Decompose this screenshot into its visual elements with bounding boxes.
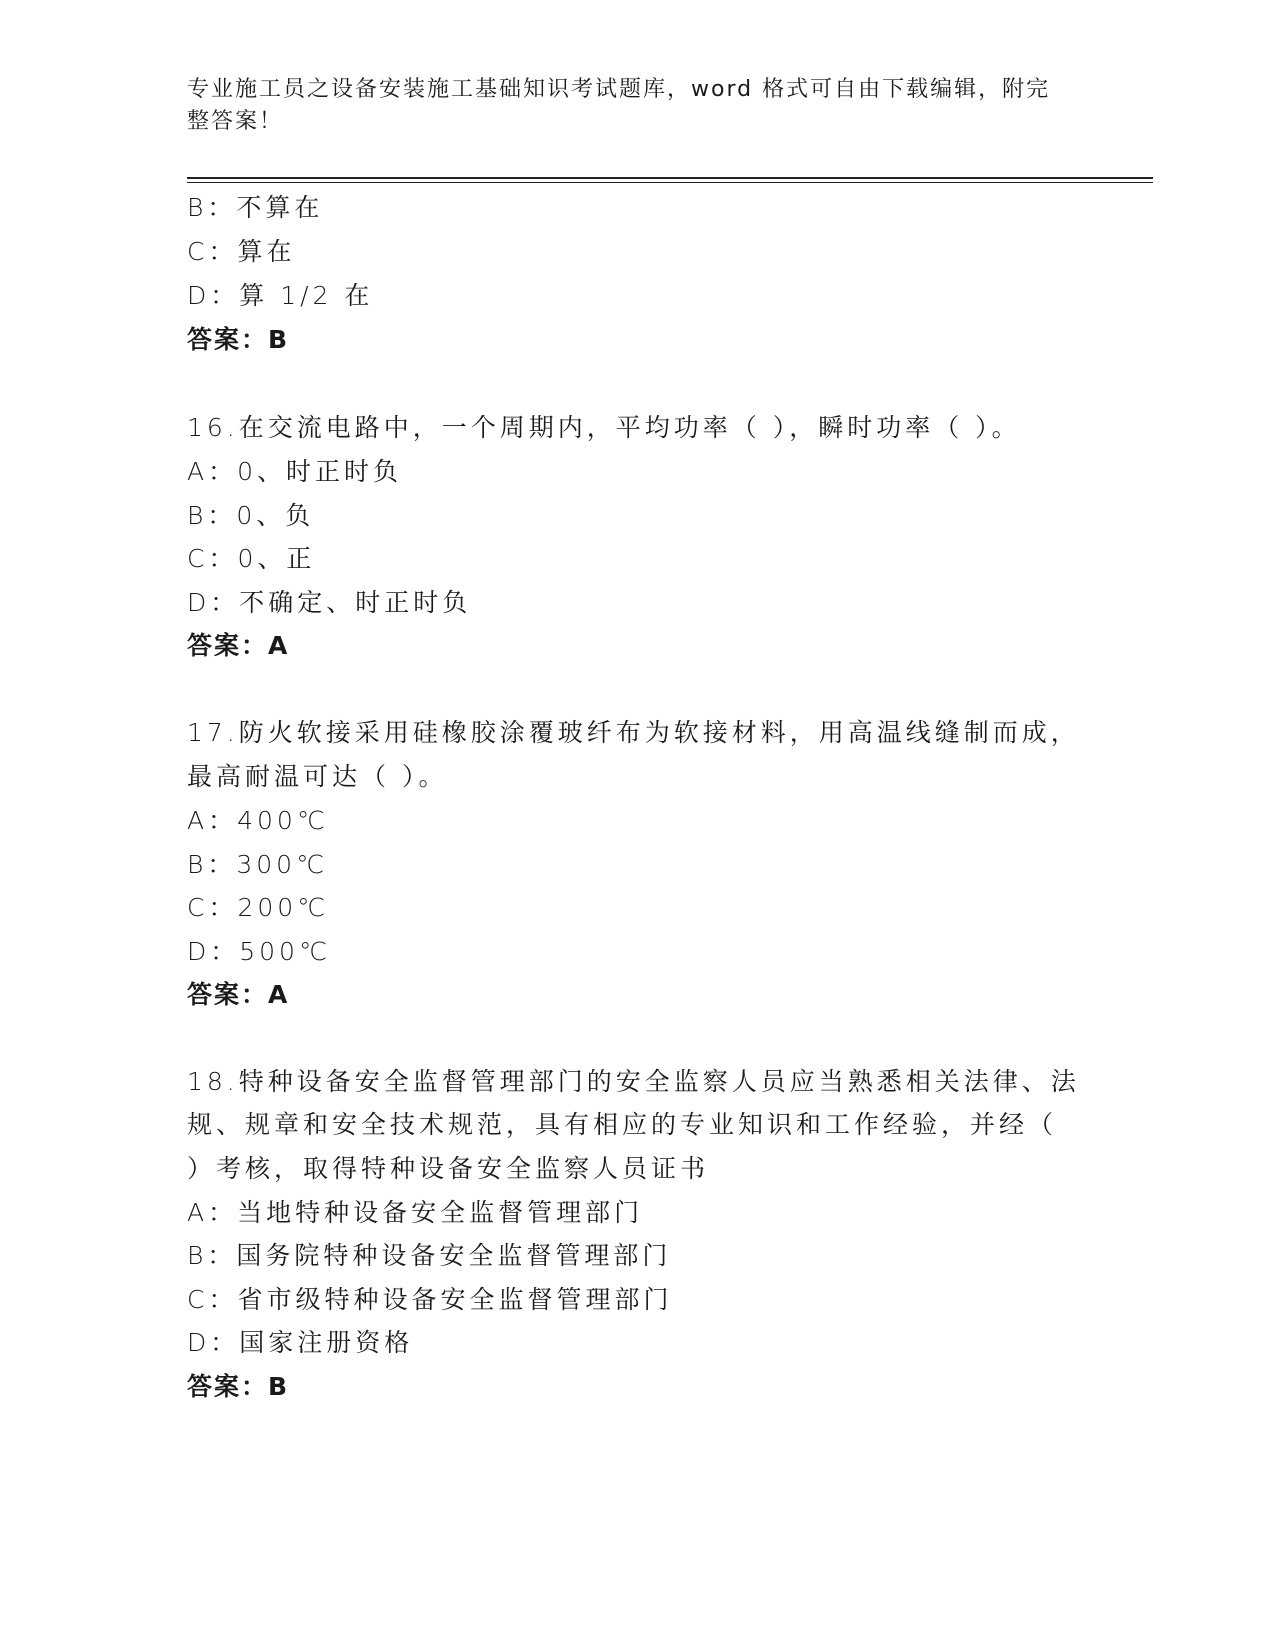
q18-option-d: D：国家注册资格 [187, 1328, 414, 1357]
q15-answer: 答案：B [187, 325, 290, 354]
q16-option-c: C：0、正 [187, 544, 316, 573]
page-header [187, 74, 1067, 138]
q16-option-a: A：0、时正时负 [187, 457, 403, 486]
q15-option-d: D：算 1/2 在 [187, 281, 374, 310]
q18-stem-line-2: 规、规章和安全技术规范，具有相应的专业知识和工作经验，并经（ [187, 1110, 1058, 1139]
q17-option-c: C：200℃ [187, 893, 330, 922]
q18-stem-line-3: ）考核，取得特种设备安全监察人员证书 [187, 1154, 710, 1183]
q18-option-a: A：当地特种设备安全监督管理部门 [187, 1198, 644, 1227]
q17-option-d: D：500℃ [187, 937, 332, 966]
header-line-2: 整答案！ [187, 109, 284, 134]
q18-stem-line-1: 18.特种设备安全监督管理部门的安全监察人员应当熟悉相关法律、法 [187, 1067, 1080, 1096]
q16-option-d: D：不确定、时正时负 [187, 588, 472, 617]
q17-answer: 答案：A [187, 980, 290, 1009]
q18-option-b: B：国务院特种设备安全监督管理部门 [187, 1241, 672, 1270]
q18-option-c: C：省市级特种设备安全监督管理部门 [187, 1285, 673, 1314]
q16-option-b: B：0、负 [187, 501, 315, 530]
q15-option-c: C：算在 [187, 237, 296, 266]
header-line-1: 专业施工员之设备安装施工基础知识考试题库，word 格式可自由下载编辑，附完 [187, 77, 1051, 102]
q18-answer: 答案：B [187, 1372, 290, 1401]
q17-stem-line-1: 17.防火软接采用硅橡胶涂覆玻纤布为软接材料，用高温线缝制而成， [187, 718, 1080, 747]
q16-stem: 16.在交流电路中，一个周期内，平均功率（ ），瞬时功率（ ）。 [187, 413, 1021, 442]
q17-option-b: B：300℃ [187, 850, 329, 879]
header-divider-thin [187, 182, 1153, 183]
header-divider-thick [187, 177, 1153, 179]
q17-option-a: A：400℃ [187, 806, 329, 835]
q15-option-b: B：不算在 [187, 193, 324, 222]
q16-answer: 答案：A [187, 631, 290, 660]
q17-stem-line-2: 最高耐温可达（ ）。 [187, 762, 448, 791]
